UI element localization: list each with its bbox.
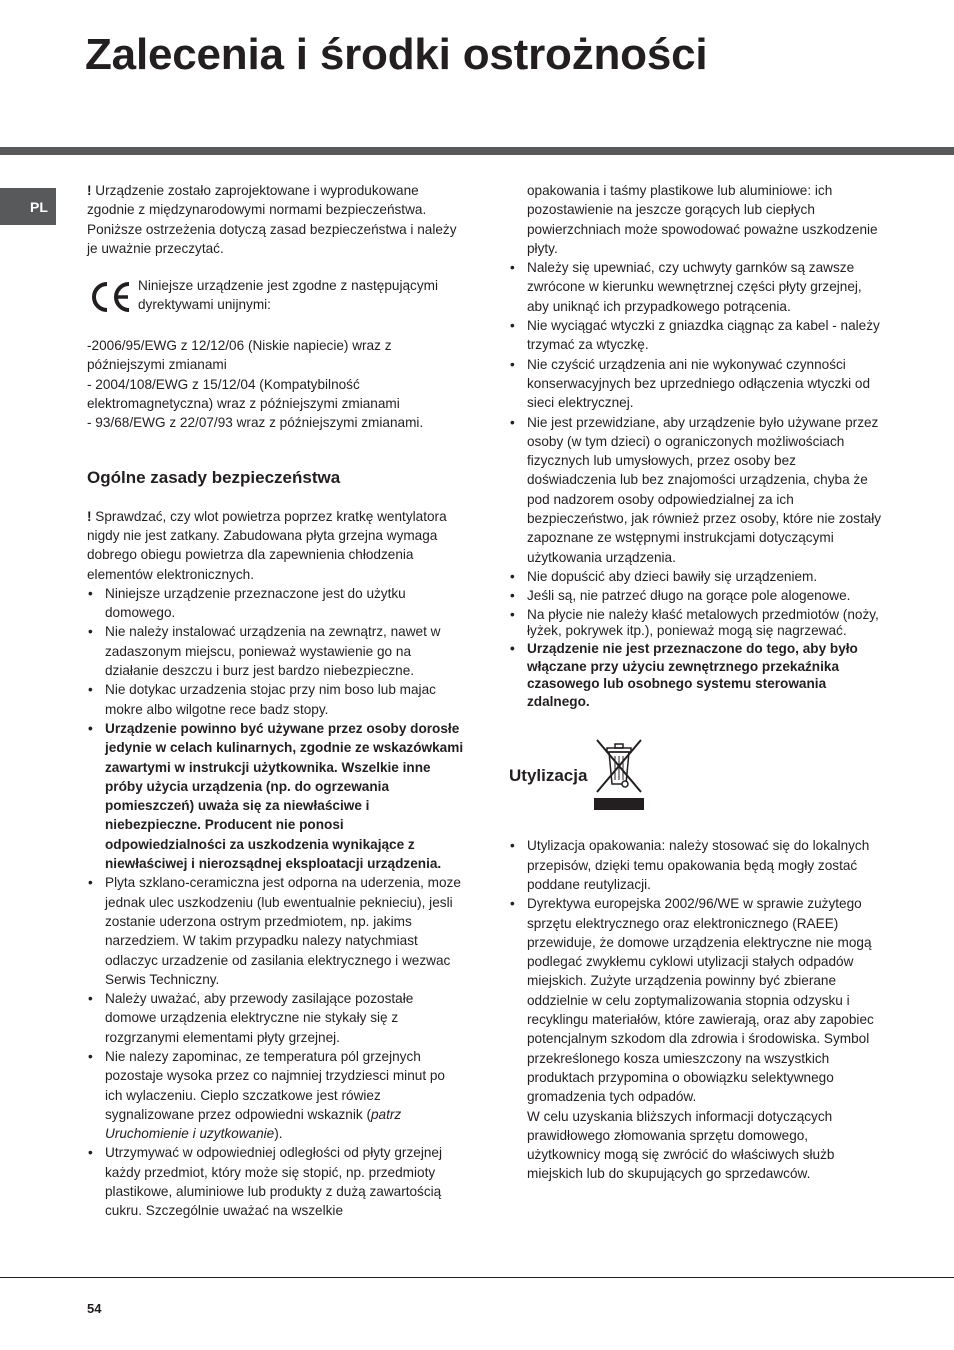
list-item: • Nie czyścić urządzenia ani nie wykonywać czynności konserwacyjnych bez uprzedniego odłączenia wtyczki od sieci elektrycznej. <box>509 355 885 413</box>
directive-item: -2006/95/EWG z 12/12/06 (Niskie napiecie) wraz z późniejszymi zmianami <box>87 338 392 373</box>
page-title: Zalecenia i środki ostrożności <box>85 30 708 79</box>
warning-mark: ! <box>87 183 92 198</box>
list-item: • Nie dopuścić aby dzieci bawiły się urządzeniem. <box>509 567 885 586</box>
disposal-header <box>509 738 885 812</box>
right-column <box>509 181 885 1184</box>
safety-list-continued <box>509 258 885 710</box>
ce-conformity <box>87 276 465 317</box>
list-item: • Nie nalezy zapominac, ze temperatura pól grzejnych pozostaje wysoka przez co najmniej trzydziesci minut po ich wylaczeniu. Cieplo szczatkowe jest rówiez sygnalizowane przez odpowiedni wskaznik (patrz Uruchomienie i uzytkowanie). <box>87 1047 465 1143</box>
left-column <box>87 181 465 1221</box>
ce-text: Niniejsze urządzenie jest zgodne z następującymi dyrektywami unijnymi: <box>138 278 438 313</box>
list-item: • Urządzenie powinno być używane przez osoby dorosłe jedynie w celach kulinarnych, zgodnie ze wskazówkami zawartymi w instrukcji użytkownika. Wszelkie inne próby użycia urządzenia (np. do ogrzewania pomieszczeń) uważa się za niewłaściwe i niebezpieczne. Producent nie ponosi odpowiedzialności za uszkodzenia wynikające z niewłaściwej i nierozsądnej eksploatacji urządzenia. <box>87 719 465 873</box>
list-item: • Dyrektywa europejska 2002/96/WE w sprawie zużytego sprzętu elektrycznego oraz elektronicznego (RAEE) przewiduje, że domowe urządzenia elektryczne nie mogą podlegać zwykłemu cyklowi utylizacji stałych odpadów miejskich. Zużyte urządzenia powinny być zbierane oddzielnie w celu zoptymalizowania stopnia odzysku i recyklingu materiałów, które zawierają, oraz aby zapobiec potencjalnym szkodom dla zdrowia i środowiska. Symbol przekreślonego kosza umieszczony na wszystkich produktach przypomina o obowiązku selektywnego gromadzenia tych odpadów. <box>509 894 885 1106</box>
ce-mark-icon <box>87 277 137 317</box>
list-item: • Urządzenie nie jest przeznaczone do tego, aby było włączane przy użyciu zewnętrznego przekaźnika czasowego lub osobnego systemu sterowania zdalnego. <box>509 640 885 710</box>
page-number: 54 <box>87 1301 102 1316</box>
crossed-out-bin-icon <box>593 738 645 812</box>
intro-paragraph: ! Urządzenie zostało zaprojektowane i wyprodukowane zgodnie z międzynarodowymi normami bezpieczeństwa. Poniższe ostrzeżenia dotyczą zasad bezpieczeństwa i należy je uważnie przeczytać. <box>87 183 457 256</box>
language-tab: PL <box>0 188 56 225</box>
disposal-list <box>509 836 885 1106</box>
directive-item: - 93/68/EWG z 22/07/93 wraz z późniejszymi zmianami. <box>87 415 424 431</box>
safety-list <box>87 584 465 1221</box>
list-item: • Należy się upewniać, czy uchwyty garnków są zawsze zwrócone w kierunku wewnętrznej części płyty grzejnej, aby uniknąć ich przypadkowego potrącenia. <box>509 258 885 316</box>
list-continuation: opakowania i taśmy plastikowe lub aluminiowe: ich pozostawienie na jeszcze gorących lub ciepłych powierzchniach może spowodować poważne uszkodzenie płyty. <box>527 183 878 256</box>
safety-heading: Ogólne zasady bezpieczeństwa <box>87 467 341 487</box>
disposal-heading: Utylizacja <box>509 766 588 786</box>
list-item: • Nie wyciągać wtyczki z gniazdka ciągnąc za kabel - należy trzymać za wtyczkę. <box>509 316 885 355</box>
list-item: • Należy uważać, aby przewody zasilające pozostałe domowe urządzenia elektryczne nie stykały się z rozgrzanymi elementami płyty grzejnej. <box>87 989 465 1047</box>
warning-mark: ! <box>87 508 92 524</box>
list-item: • Nie jest przewidziane, aby urządzenie było używane przez osoby (w tym dzieci) o ograniczonych możliwościach fizycznych lub umysłowych, przez osoby bez doświadczenia lub bez znajomości urządzenia, chyba że pod nadzorem osoby odpowiedzialnej za ich bezpieczeństwo, jak również przez osoby, które nie zostały zapoznane ze wstępnymi instrukcjami dotyczącymi użytkowania urządzenia. <box>509 413 885 567</box>
list-item: • Jeśli są, nie patrzeć długo na gorące pole alogenowe. <box>509 586 885 605</box>
list-item: • Niniejsze urządzenie przeznaczone jest do użytku domowego. <box>87 584 465 623</box>
list-item: • Nie należy instalować urządzenia na zewnątrz, nawet w zadaszonym miejscu, ponieważ wystawienie go na działanie deszczu i burz jest bardzo niebezpieczne. <box>87 622 465 680</box>
list-item: • Nie dotykac urzadzenia stojac przy nim boso lub majac mokre albo wilgotne rece badz stopy. <box>87 680 465 719</box>
safety-intro: ! Sprawdzać, czy wlot powietrza poprzez kratkę wentylatora nigdy nie jest zatkany. Zabudowana płyta grzejna wymaga dobrego obiegu powietrza dla zapewnienia chłodzenia elementów elektronicznych. <box>87 508 447 582</box>
list-item: • Plyta szklano-ceramiczna jest odporna na uderzenia, moze jednak ulec uszkodzeniu (lub ewentualnie peknieciu), jesli zostanie uderzona ostrym przedmiotem, np. jakims narzedziem. W takim przypadku nalezy natychmiast odlaczyc urzadzenie od zasilania elektrycznego i wezwac Serwis Techniczny. <box>87 873 465 989</box>
directives-list <box>87 336 465 432</box>
list-item: • Na płycie nie należy kłaść metalowych przedmiotów (noży, łyżek, pokrywek itp.), ponieważ mogą się nagrzewać. <box>509 607 885 640</box>
footer-divider <box>0 1277 954 1278</box>
header-divider <box>0 147 954 155</box>
directive-item: - 2004/108/EWG z 15/12/04 (Kompatybilność elektromagnetyczna) wraz z późniejszymi zmianami <box>87 376 400 412</box>
list-item: • Utylizacja opakowania: należy stosować się do lokalnych przepisów, dzięki temu opakowania będą mogły zostać poddane reutylizacji. <box>509 836 885 894</box>
list-item: • Utrzymywać w odpowiedniej odległości od płyty grzejnej każdy przedmiot, który może się stopić, np. przedmioty plastikowe, aluminiowe lub produkty z dużą zawartością cukru. Szczególnie uważać na wszelkie <box>87 1143 465 1220</box>
disposal-extra: W celu uzyskania bliższych informacji dotyczących prawidłowego złomowania sprzętu domowego, użytkownicy mogą się zwrócić do właściwych służb miejskich lub do skupujących go sprzedawców. <box>527 1108 835 1182</box>
